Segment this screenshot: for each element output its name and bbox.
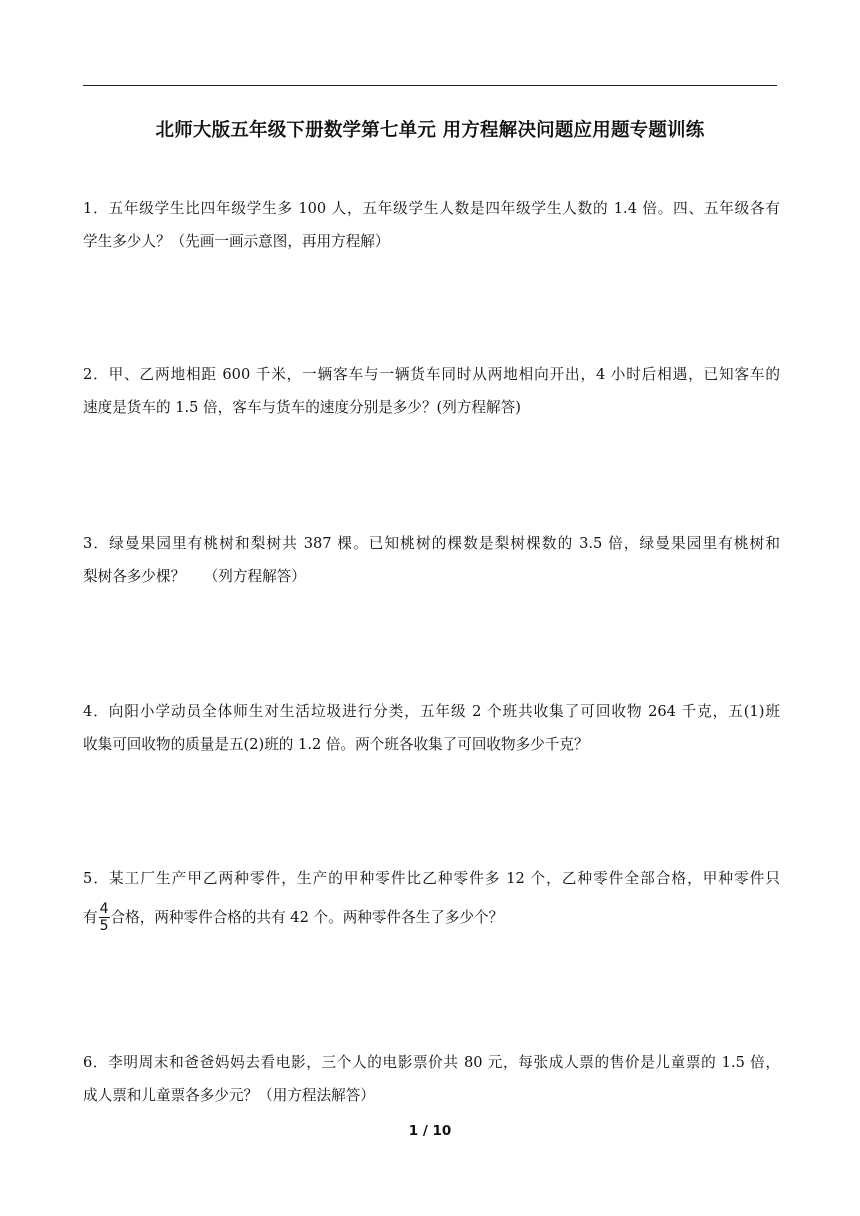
question-5-line-1: 5．某工厂生产甲乙两种零件，生产的甲种零件比乙种零件多 12 个，乙种零件全部合格，甲种零件只: [83, 870, 780, 887]
question-3-line-1: 3．绿曼果园里有桃树和梨树共 387 棵。已知桃树的棵数是梨树棵数的 3.5 倍，绿曼果园里有桃树和: [83, 535, 780, 552]
question-5-text-after-fraction: 合格，两种零件合格的共有 42 个。两种零件各生了多少个？: [110, 909, 504, 926]
question-1-line-2: 学生多少人？（先画一画示意图，再用方程解）: [83, 233, 390, 250]
question-4-line-1: 4．向阳小学动员全体师生对生活垃圾进行分类，五年级 2 个班共收集了可回收物 264 千克，五(1)班: [83, 703, 780, 720]
question-6-line-1: 6．李明周末和爸爸妈妈去看电影，三个人的电影票价共 80 元，每张成人票的售价是儿童票的 1.5 倍，: [83, 1054, 780, 1071]
question-2-line-2: 速度是货车的 1.5 倍，客车与货车的速度分别是多少？(列方程解答): [83, 399, 521, 416]
question-6: [83, 1046, 780, 1112]
question-5-text-before-fraction: 有: [83, 909, 98, 926]
question-6-line-2: 成人票和儿童票各多少元？（用方程法解答）: [83, 1087, 375, 1104]
fraction-denominator: 5: [99, 917, 109, 934]
question-1-line-1: 1．五年级学生比四年级学生多 100 人，五年级学生人数是四年级学生人数的 1.4 倍。四、五年级各有: [83, 200, 780, 217]
question-4-line-2: 收集可回收物的质量是五(2)班的 1.2 倍。两个班各收集了可回收物多少千克？: [83, 736, 589, 753]
page-number: 1 / 10: [408, 1123, 452, 1139]
header-rule: [83, 85, 777, 86]
question-1: [83, 192, 780, 258]
question-5: [83, 862, 780, 934]
question-2-line-1: 2．甲、乙两地相距 600 千米，一辆客车与一辆货车同时从两地相向开出，4 小时后相遇，已知客车的: [83, 366, 780, 383]
question-2: [83, 358, 780, 424]
question-5-line-2: [83, 901, 780, 934]
question-4: [83, 695, 780, 761]
question-3: [83, 527, 780, 593]
document-title: 北师大版五年级下册数学第七单元 用方程解决问题应用题专题训练: [155, 120, 705, 141]
fraction: [99, 902, 110, 933]
fraction-numerator: 4: [99, 900, 109, 917]
question-3-line-2: 梨树各多少棵？ （列方程解答）: [83, 568, 306, 585]
